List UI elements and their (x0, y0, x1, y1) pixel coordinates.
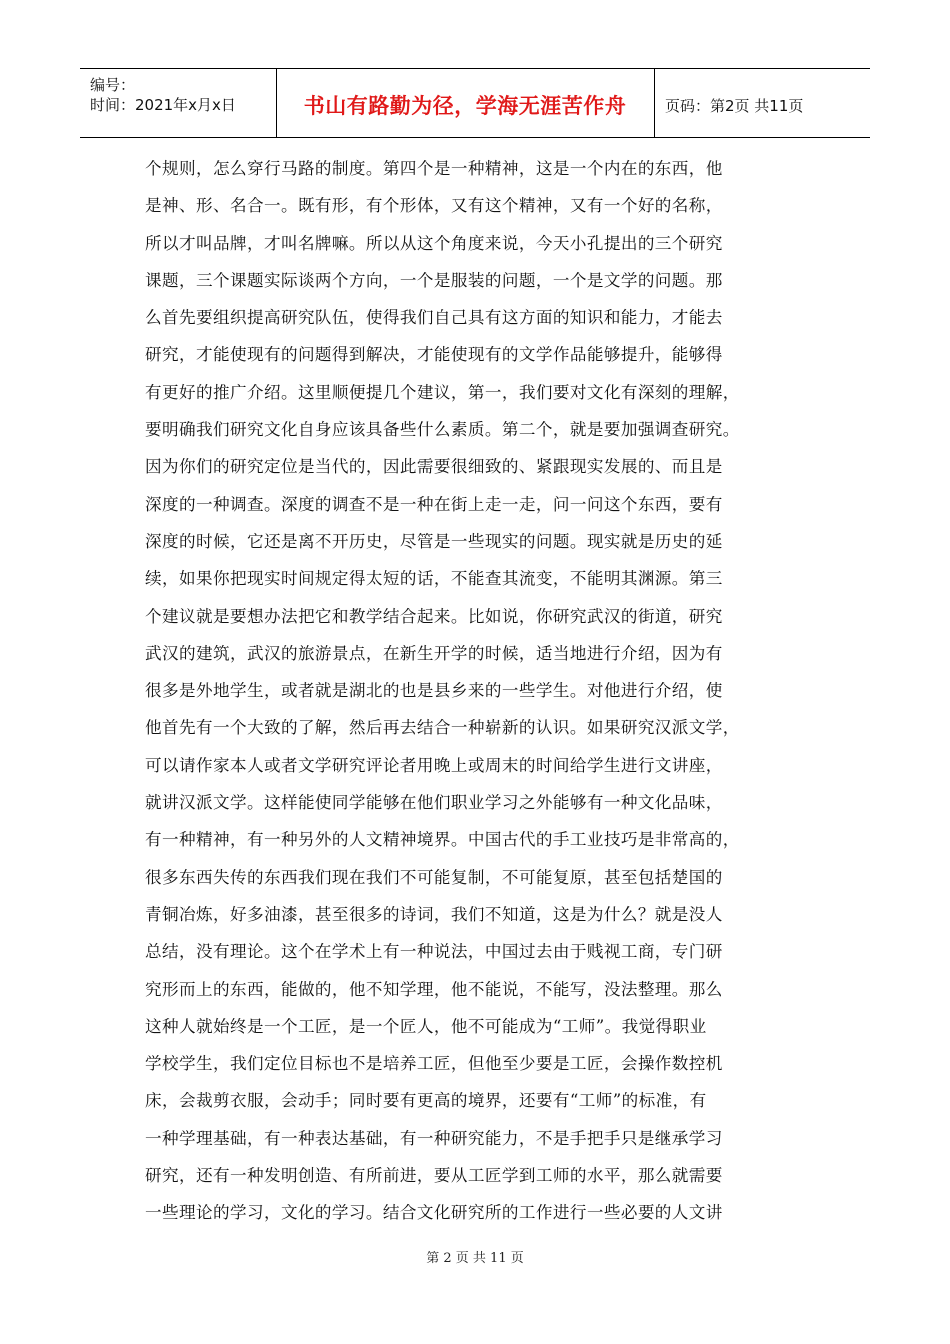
body-line: 有更好的推广介绍。这里顺便提几个建议，第一，我们要对文化有深刻的理解， (145, 382, 740, 402)
motto-text: 书山有路勤为径，学海无涯苦作舟 (303, 94, 627, 118)
document-body (145, 150, 811, 1232)
body-line: 课题，三个课题实际谈两个方向，一个是服装的问题，一个是文学的问题。那 (145, 270, 723, 290)
page-code: 页码：第2页 共11页 (665, 96, 804, 115)
body-line: 他首先有一个大致的了解，然后再去结合一种崭新的认识。如果研究汉派文学， (145, 718, 740, 738)
body-line: 个规则，怎么穿行马路的制度。第四个是一种精神，这是一个内在的东西，他 (145, 159, 723, 178)
date-label: 时间：2021年x月x日 (90, 96, 236, 114)
body-line: 很多是外地学生，或者就是湖北的也是县乡来的一些学生。对他进行介绍，使 (145, 681, 723, 701)
body-line: 就讲汉派文学。这样能使同学能够在他们职业学习之外能够有一种文化品味， (145, 793, 723, 813)
body-line: 要明确我们研究文化自身应该具备些什么素质。第二个，就是要加强调查研究。 (145, 420, 740, 440)
body-line: 床，会裁剪衣服，会动手；同时要有更高的境界，还要有“工师”的标准，有 (145, 1091, 707, 1111)
body-line: 武汉的建筑，武汉的旅游景点，在新生开学的时候，适当地进行介绍，因为有 (145, 643, 723, 663)
body-line: 深度的时候，它还是离不开历史，尽管是一些现实的问题。现实就是历史的延 (145, 531, 723, 551)
body-line: 么首先要组织提高研究队伍，使得我们自己具有这方面的知识和能力，才能去 (145, 308, 723, 328)
body-line: 个建议就是要想办法把它和教学结合起来。比如说，你研究武汉的街道，研究 (145, 606, 723, 626)
header-meta (80, 69, 277, 137)
number-label: 编号： (90, 76, 136, 94)
body-line: 深度的一种调查。深度的调查不是一种在街上走一走，问一问这个东西，要有 (145, 494, 723, 514)
body-line: 研究，才能使现有的问题得到解决，才能使现有的文学作品能够提升，能够得 (145, 345, 723, 365)
body-line: 青铜冶炼，好多油漆，甚至很多的诗词，我们不知道，这是为什么？就是没人 (145, 904, 723, 924)
body-line: 学校学生，我们定位目标也不是培养工匠，但他至少要是工匠，会操作数控机 (145, 1054, 723, 1074)
body-line: 因为你们的研究定位是当代的，因此需要很细致的、紧跟现实发展的、而且是 (145, 457, 723, 477)
body-line: 这种人就始终是一个工匠，是一个匠人，他不可能成为“工师”。我觉得职业 (145, 1016, 707, 1036)
body-line: 有一种精神，有一种另外的人文精神境界。中国古代的手工业技巧是非常高的， (145, 830, 740, 850)
body-line: 一种学理基础，有一种表达基础，有一种研究能力，不是手把手只是继承学习 (145, 1128, 723, 1148)
page-footer: 第 2 页 共 11 页 (426, 1251, 524, 1266)
body-line: 研究，还有一种发明创造、有所前进，要从工匠学到工师的水平，那么就需要 (145, 1166, 723, 1186)
body-line: 一些理论的学习，文化的学习。结合文化研究所的工作进行一些必要的人文讲 (145, 1203, 723, 1223)
body-line: 究形而上的东西，能做的，他不知学理，他不能说，不能写，没法整理。那么 (145, 979, 723, 999)
header-page-code-cell (655, 69, 870, 137)
body-line: 是神、形、名合一。既有形，有个形体，又有这个精神，又有一个好的名称， (145, 196, 723, 216)
body-line: 可以请作家本人或者文学研究评论者用晚上或周末的时间给学生进行文讲座， (145, 755, 723, 775)
body-line: 很多东西失传的东西我们现在我们不可能复制，不可能复原，甚至包括楚国的 (145, 867, 723, 887)
body-line: 总结，没有理论。这个在学术上有一种说法，中国过去由于贱视工商，专门研 (145, 942, 723, 962)
page-header (80, 68, 870, 138)
body-line: 续，如果你把现实时间规定得太短的话，不能查其流变，不能明其渊源。第三 (145, 569, 723, 589)
body-line: 所以才叫品牌，才叫名牌嘛。所以从这个角度来说，今天小孔提出的三个研究 (145, 233, 723, 253)
header-motto-cell (276, 69, 655, 137)
